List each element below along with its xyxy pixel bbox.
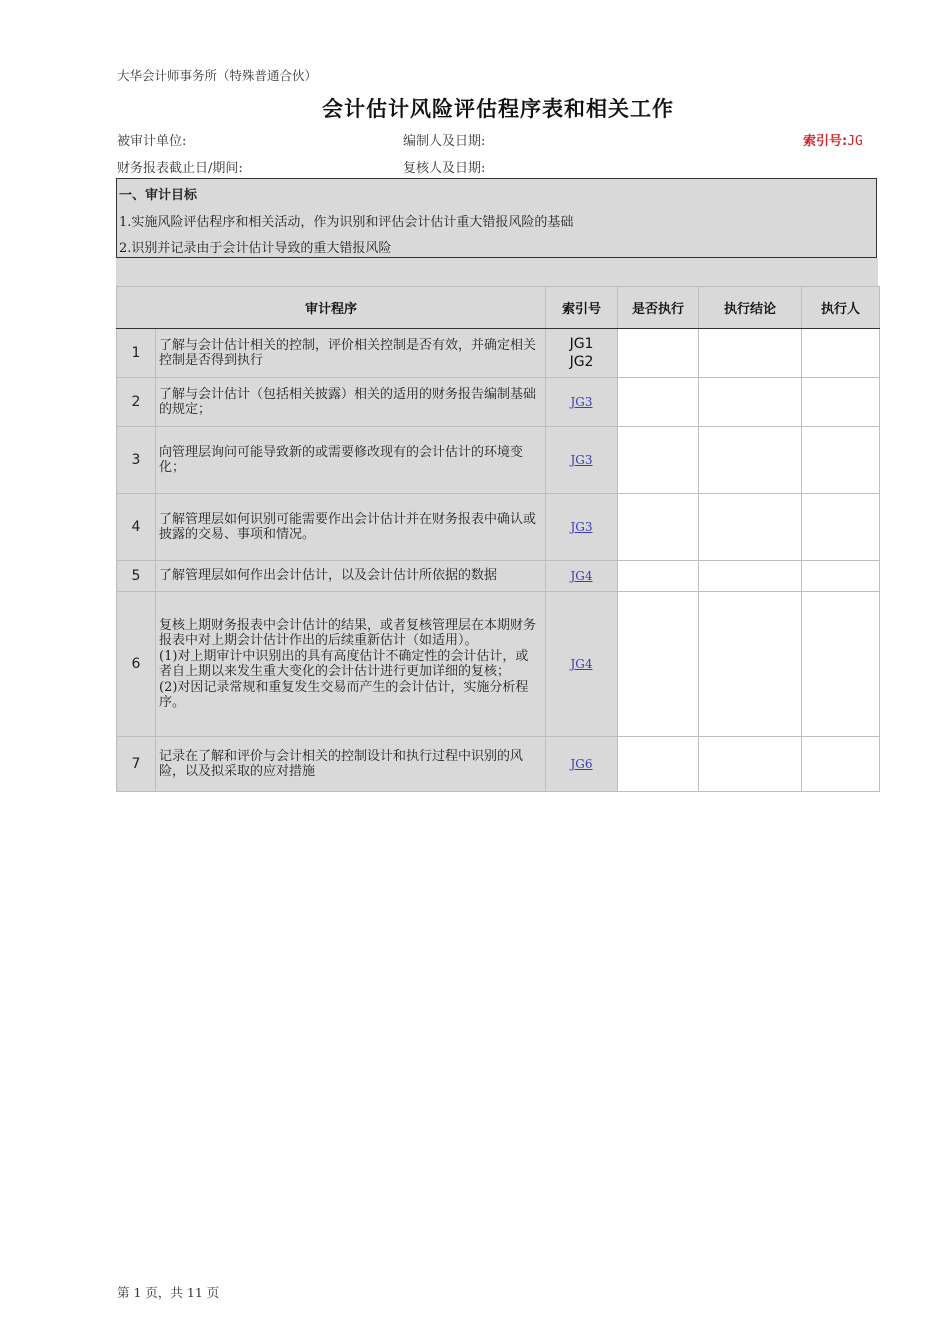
executed-cell[interactable] xyxy=(618,494,699,561)
executor-cell[interactable] xyxy=(802,427,880,494)
row-number: 4 xyxy=(117,494,156,561)
objective-item-2: 2.识别并记录由于会计估计导致的重大错报风险 xyxy=(119,241,392,256)
conclusion-cell[interactable] xyxy=(699,427,802,494)
executed-cell[interactable] xyxy=(618,561,699,592)
table-row xyxy=(117,592,880,737)
row-number: 1 xyxy=(117,329,156,378)
audit-objectives-box xyxy=(116,178,877,258)
row-index xyxy=(546,561,618,592)
page-footer: 第 1 页，共 11 页 xyxy=(117,1285,220,1300)
row-index xyxy=(546,378,618,427)
row-index xyxy=(546,737,618,792)
row-number: 6 xyxy=(117,592,156,737)
audited-unit-label: 被审计单位: xyxy=(117,134,187,149)
index-ref-jg2: JG2 xyxy=(569,354,594,370)
conclusion-cell[interactable] xyxy=(699,561,802,592)
row-number: 7 xyxy=(117,737,156,792)
procedure-table xyxy=(116,286,880,792)
period-label: 财务报表截止日/期间: xyxy=(117,161,243,176)
reviewer-label: 复核人及日期: xyxy=(403,161,486,176)
executor-cell[interactable] xyxy=(802,737,880,792)
page-title: 会计估计风险评估程序表和相关工作 xyxy=(322,97,674,121)
objectives-heading: 一、审计目标 xyxy=(119,188,198,203)
index-link[interactable]: JG4 xyxy=(570,657,593,671)
conclusion-cell[interactable] xyxy=(699,737,802,792)
index-value: JG xyxy=(847,134,863,149)
index-link[interactable]: JG3 xyxy=(570,520,593,534)
index-link[interactable]: JG4 xyxy=(570,569,593,583)
objective-item-1: 1.实施风险评估程序和相关活动，作为识别和评估会计估计重大错报风险的基础 xyxy=(119,215,574,230)
table-row xyxy=(117,378,880,427)
header-procedure: 审计程序 xyxy=(117,287,546,329)
table-row xyxy=(117,427,880,494)
procedure-text-main: 复核上期财务报表中会计估计的结果，或者复核管理层在本期财务报表中对上期会计估计作出的后续重新估计（如适用）。 xyxy=(159,617,537,648)
row-procedure: 了解与会计估计（包括相关披露）相关的适用的财务报告编制基础的规定； xyxy=(156,378,546,427)
header-executed: 是否执行 xyxy=(618,287,699,329)
header-index: 索引号 xyxy=(546,287,618,329)
row-number: 2 xyxy=(117,378,156,427)
executor-cell[interactable] xyxy=(802,561,880,592)
executed-cell[interactable] xyxy=(618,329,699,378)
row-procedure: 了解管理层如何作出会计估计，以及会计估计所依据的数据 xyxy=(156,561,546,592)
conclusion-cell[interactable] xyxy=(699,494,802,561)
row-number: 5 xyxy=(117,561,156,592)
executed-cell[interactable] xyxy=(618,592,699,737)
row-index xyxy=(546,592,618,737)
header-executor: 执行人 xyxy=(802,287,880,329)
executor-cell[interactable] xyxy=(802,329,880,378)
table-row xyxy=(117,737,880,792)
index-link[interactable]: JG3 xyxy=(570,453,593,467)
row-procedure: 向管理层询问可能导致新的或需要修改现有的会计估计的环境变化； xyxy=(156,427,546,494)
table-row xyxy=(117,494,880,561)
row-index xyxy=(546,329,618,378)
row-number: 3 xyxy=(117,427,156,494)
header-conclusion: 执行结论 xyxy=(699,287,802,329)
row-procedure: 了解管理层如何识别可能需要作出会计估计并在财务报表中确认或披露的交易、事项和情况。 xyxy=(156,494,546,561)
row-index xyxy=(546,427,618,494)
row-procedure: 记录在了解和评价与会计相关的控制设计和执行过程中识别的风险，以及拟采取的应对措施 xyxy=(156,737,546,792)
procedure-text-sub-1: (1)对上期审计中识别出的具有高度估计不确定性的会计估计，或者自上期以来发生重大变化的会计估计进行更加详细的复核； xyxy=(159,648,529,679)
executor-cell[interactable] xyxy=(802,378,880,427)
spacer-bar xyxy=(116,258,878,286)
executed-cell[interactable] xyxy=(618,427,699,494)
index-number xyxy=(803,130,863,149)
index-link[interactable]: JG3 xyxy=(570,395,593,409)
index-ref-jg1: JG1 xyxy=(569,336,594,352)
table-row xyxy=(117,561,880,592)
conclusion-cell[interactable] xyxy=(699,592,802,737)
row-procedure xyxy=(156,592,546,737)
row-index xyxy=(546,494,618,561)
index-link[interactable]: JG6 xyxy=(570,757,593,771)
executor-cell[interactable] xyxy=(802,494,880,561)
table-row xyxy=(117,329,880,378)
row-procedure: 了解与会计估计相关的控制，评价相关控制是否有效，并确定相关控制是否得到执行 xyxy=(156,329,546,378)
index-label: 索引号: xyxy=(803,134,848,149)
preparer-label: 编制人及日期: xyxy=(403,134,486,149)
table-header-row xyxy=(117,287,880,329)
conclusion-cell[interactable] xyxy=(699,378,802,427)
executor-cell[interactable] xyxy=(802,592,880,737)
firm-name: 大华会计师事务所（特殊普通合伙） xyxy=(117,68,318,83)
executed-cell[interactable] xyxy=(618,378,699,427)
conclusion-cell[interactable] xyxy=(699,329,802,378)
executed-cell[interactable] xyxy=(618,737,699,792)
procedure-text-sub-2: (2)对因记录常规和重复发生交易而产生的会计估计，实施分析程序。 xyxy=(159,679,529,710)
